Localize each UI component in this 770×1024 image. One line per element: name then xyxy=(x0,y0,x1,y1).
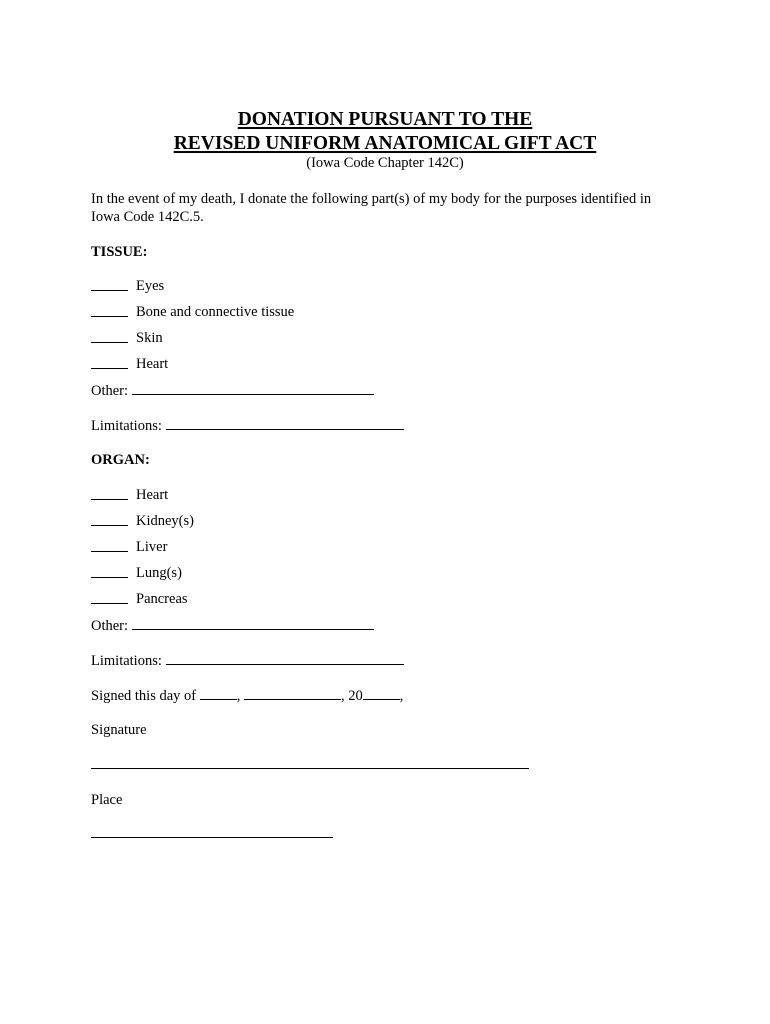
limitations-input-line[interactable] xyxy=(166,651,404,665)
year-input-blank[interactable] xyxy=(363,686,400,700)
checkbox-blank[interactable] xyxy=(91,590,128,604)
organ-item-kidney[interactable] xyxy=(91,512,391,531)
comma-end: , xyxy=(399,688,404,704)
title-line-1: DONATION PURSUANT TO THE xyxy=(237,109,533,130)
checkbox-blank[interactable] xyxy=(91,277,128,291)
organ-item-heart[interactable] xyxy=(91,486,391,505)
checkbox-blank[interactable] xyxy=(91,329,128,343)
item-label: Heart xyxy=(136,487,169,503)
organ-heading: ORGAN: xyxy=(91,452,150,468)
item-label: Heart xyxy=(136,356,169,372)
limitations-label: Limitations: xyxy=(91,418,162,434)
checkbox-blank[interactable] xyxy=(91,355,128,369)
signed-date-line xyxy=(91,686,403,705)
checkbox-blank[interactable] xyxy=(91,538,128,552)
other-label: Other: xyxy=(91,383,129,399)
item-label: Skin xyxy=(136,330,163,346)
tissue-item-skin[interactable] xyxy=(91,329,391,348)
organ-limitations-field[interactable] xyxy=(91,651,404,670)
title-line-2: REVISED UNIFORM ANATOMICAL GIFT ACT xyxy=(173,133,597,154)
year-prefix: , 20 xyxy=(341,688,363,704)
tissue-other-field[interactable] xyxy=(91,381,374,400)
signature-label: Signature xyxy=(91,722,147,738)
limitations-input-line[interactable] xyxy=(166,416,404,430)
item-label: Liver xyxy=(136,539,168,555)
organ-other-field[interactable] xyxy=(91,616,374,635)
item-label: Lung(s) xyxy=(136,565,182,581)
subtitle: (Iowa Code Chapter 142C) xyxy=(306,155,464,171)
item-label: Bone and connective tissue xyxy=(136,304,295,320)
tissue-limitations-field[interactable] xyxy=(91,416,404,435)
checkbox-blank[interactable] xyxy=(91,564,128,578)
other-label: Other: xyxy=(91,618,129,634)
organ-item-pancreas[interactable] xyxy=(91,590,391,609)
day-input-blank[interactable] xyxy=(200,686,237,700)
tissue-item-eyes[interactable] xyxy=(91,277,391,296)
signature-input-line[interactable] xyxy=(91,768,529,769)
signed-prefix: Signed this day of xyxy=(91,688,197,704)
organ-item-lung[interactable] xyxy=(91,564,391,583)
checkbox-blank[interactable] xyxy=(91,303,128,317)
tissue-heading: TISSUE: xyxy=(91,244,148,260)
other-input-line[interactable] xyxy=(132,616,374,630)
checkbox-blank[interactable] xyxy=(91,512,128,526)
item-label: Kidney(s) xyxy=(136,513,194,529)
tissue-item-heart[interactable] xyxy=(91,355,391,374)
checkbox-blank[interactable] xyxy=(91,486,128,500)
month-input-line[interactable] xyxy=(244,686,341,700)
intro-line-2: Iowa Code 142C.5. xyxy=(91,209,204,225)
tissue-item-bone[interactable] xyxy=(91,303,391,322)
other-input-line[interactable] xyxy=(132,381,374,395)
item-label: Pancreas xyxy=(136,591,188,607)
organ-item-liver[interactable] xyxy=(91,538,391,557)
item-label: Eyes xyxy=(136,278,165,294)
place-input-line[interactable] xyxy=(91,837,333,838)
place-label: Place xyxy=(91,792,123,808)
comma-1: , xyxy=(236,688,241,704)
limitations-label: Limitations: xyxy=(91,653,162,669)
intro-line-1: In the event of my death, I donate the following part(s) of my body for the purposes identified in xyxy=(91,191,652,207)
